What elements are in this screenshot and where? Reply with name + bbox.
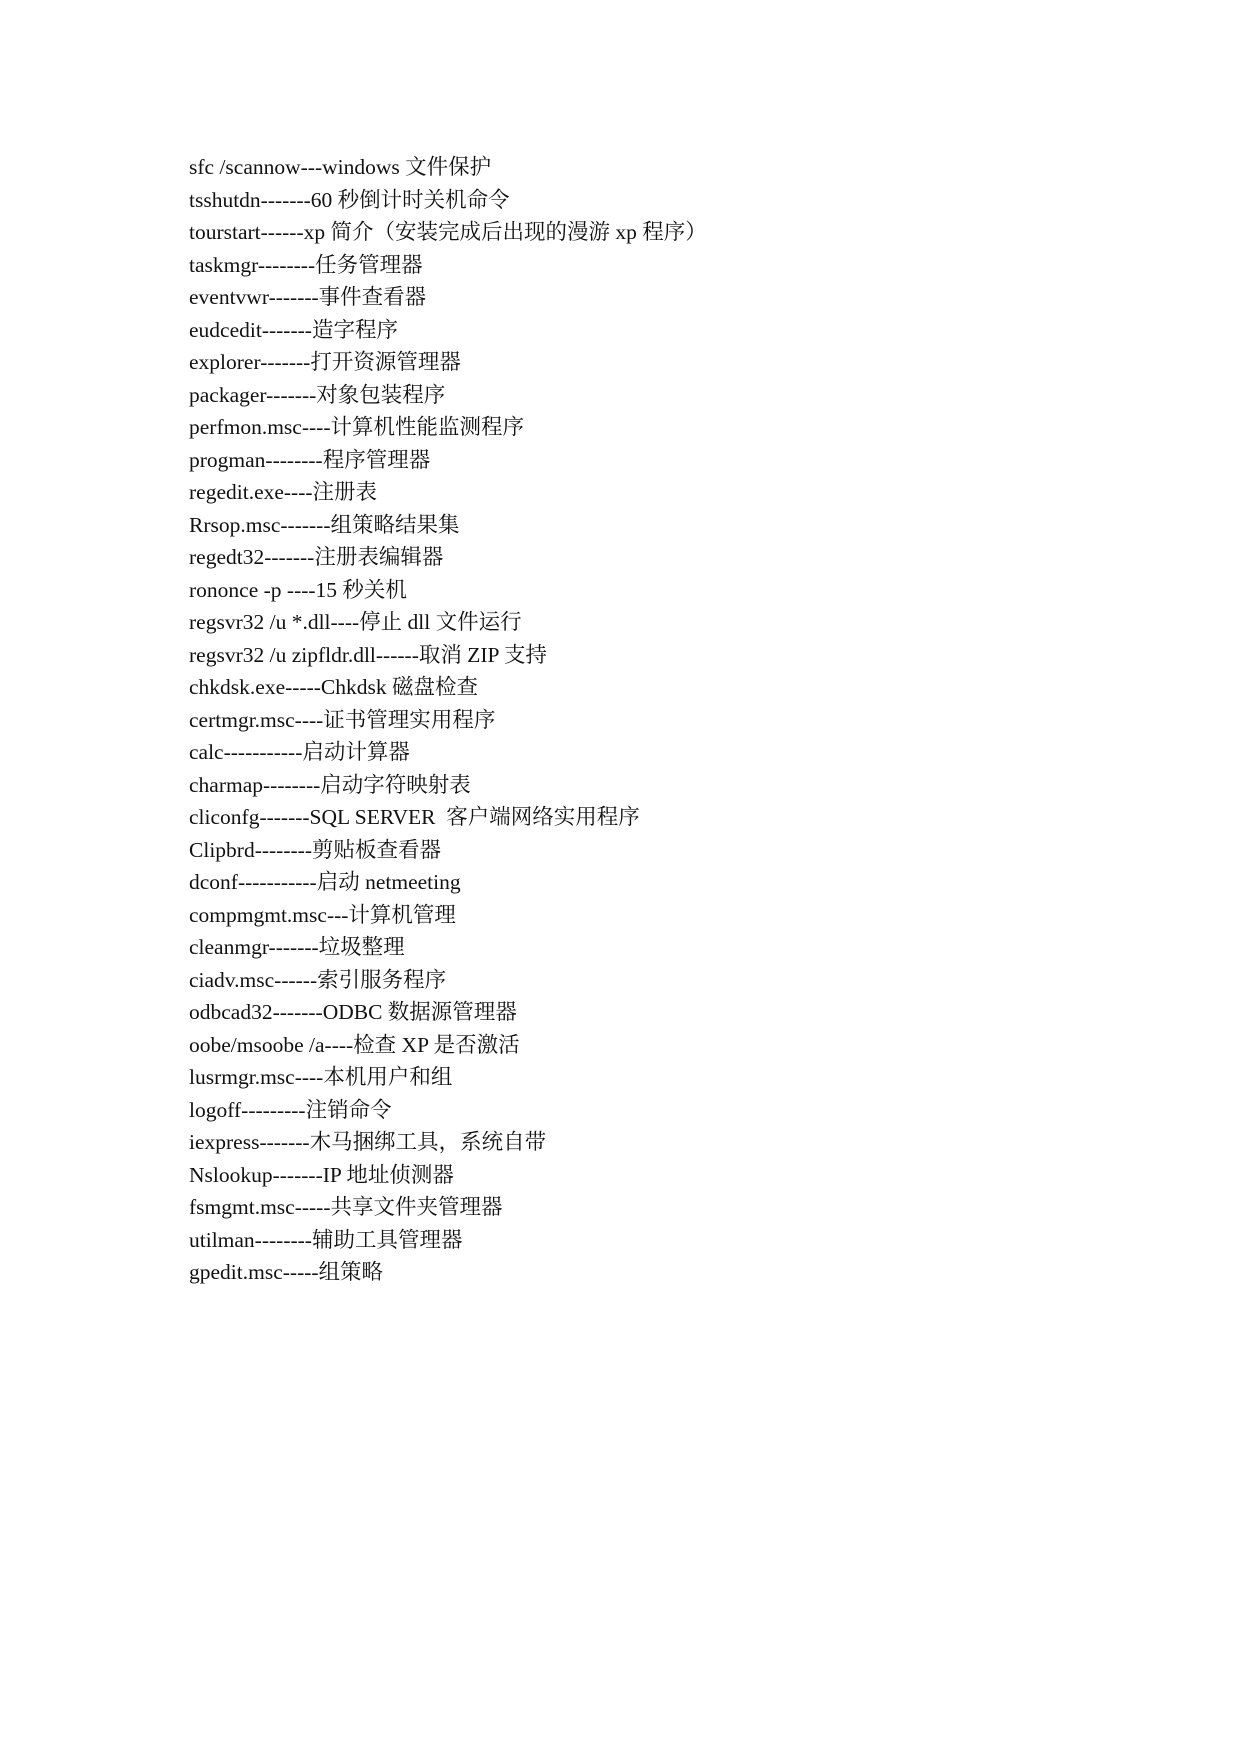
command-line: progman--------程序管理器 [189, 447, 431, 472]
command-line: eventvwr-------事件查看器 [189, 285, 427, 309]
command-list [189, 151, 1189, 1289]
command-line: ciadv.msc------索引服务程序 [189, 967, 447, 992]
command-line: explorer-------打开资源管理器 [189, 350, 461, 374]
command-line: certmgr.msc----证书管理实用程序 [189, 707, 496, 732]
command-line: perfmon.msc----计算机性能监测程序 [189, 415, 524, 439]
command-line: Clipbrd--------剪贴板查看器 [189, 837, 441, 862]
command-line: dconf-----------启动 netmeeting [189, 870, 461, 894]
command-line: regedit.exe----注册表 [189, 480, 378, 504]
command-line: taskmgr--------任务管理器 [189, 252, 423, 277]
command-line: eudcedit-------造字程序 [189, 317, 398, 342]
command-line: gpedit.msc-----组策略 [189, 1260, 384, 1284]
command-line: odbcad32-------ODBC 数据源管理器 [189, 1000, 517, 1024]
command-line: regedt32-------注册表编辑器 [189, 545, 444, 569]
command-line: tsshutdn-------60 秒倒计时关机命令 [189, 187, 510, 212]
command-line: oobe/msoobe /a----检查 XP 是否激活 [189, 1032, 520, 1057]
command-line: Nslookup-------IP 地址侦测器 [189, 1162, 454, 1187]
command-line: iexpress-------木马捆绑工具，系统自带 [189, 1130, 547, 1154]
command-line: tourstart------xp 简介（安装完成后出现的漫游 xp 程序） [189, 220, 707, 244]
command-line: utilman--------辅助工具管理器 [189, 1227, 463, 1252]
command-line: cleanmgr-------垃圾整理 [189, 935, 405, 959]
command-line: charmap--------启动字符映射表 [189, 772, 471, 797]
command-line: packager-------对象包装程序 [189, 382, 446, 407]
command-line: sfc /scannow---windows 文件保护 [189, 155, 492, 179]
command-line: chkdsk.exe-----Chkdsk 磁盘检查 [189, 675, 479, 699]
command-line: regsvr32 /u zipfldr.dll------取消 ZIP 支持 [189, 642, 548, 667]
command-line: fsmgmt.msc-----共享文件夹管理器 [189, 1195, 503, 1219]
command-line: logoff---------注销命令 [189, 1097, 392, 1122]
command-line: calc-----------启动计算器 [189, 740, 410, 764]
command-line: regsvr32 /u *.dll----停止 dll 文件运行 [189, 610, 522, 634]
command-line: lusrmgr.msc----本机用户和组 [189, 1065, 453, 1089]
command-line: rononce -p ----15 秒关机 [189, 577, 407, 602]
command-line: compmgmt.msc---计算机管理 [189, 902, 456, 927]
command-line: cliconfg-------SQL SERVER 客户端网络实用程序 [189, 805, 640, 829]
command-line: Rrsop.msc-------组策略结果集 [189, 512, 460, 537]
